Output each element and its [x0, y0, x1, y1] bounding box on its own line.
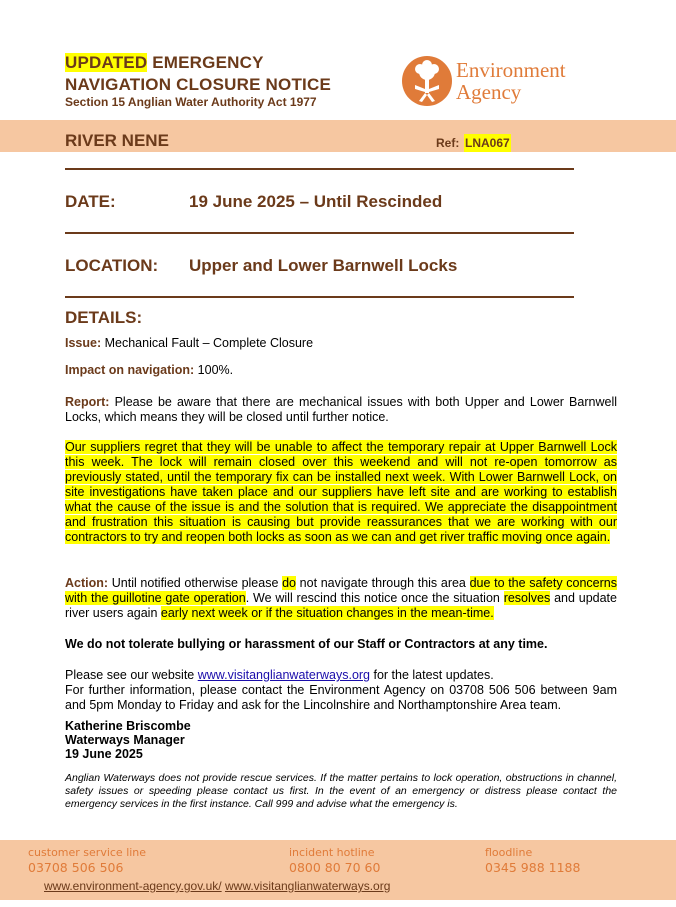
footer-link-visitanglianwaterways[interactable]: www.visitanglianwaterways.org: [224, 879, 391, 893]
incident-hotline-number: 0800 80 70 60: [289, 860, 381, 875]
issue-label: Issue:: [65, 336, 102, 350]
website-link[interactable]: www.visitanglianwaterways.org: [197, 668, 371, 682]
customer-service-number: 03708 506 506: [28, 860, 124, 875]
location-label: LOCATION:: [65, 256, 159, 275]
logo-wordmark: [456, 59, 566, 103]
footer-link-environment-agency[interactable]: www.environment-agency.gov.uk/: [44, 879, 222, 893]
signatory-name: Katherine Briscombe: [65, 719, 191, 733]
action-text-2: not navigate through this area: [296, 576, 470, 590]
date-value: 19 June 2025 – Until Rescinded: [189, 192, 443, 211]
incident-hotline-label: incident hotline: [289, 846, 375, 859]
impact-label: Impact on navigation:: [65, 363, 195, 377]
divider: [65, 168, 574, 170]
action-do: do: [282, 576, 296, 590]
signature-block: [65, 719, 617, 761]
date-label: DATE:: [65, 192, 116, 211]
action-highlight-3: early next week or if the situation changes in the mean-time.: [160, 606, 494, 620]
contact-text: For further information, please contact the Environment Agency on 03708 506 506 between 9am and 5pm Monday to Friday and ask for the Lincolnshire and Northamptonshire Area team.: [65, 683, 617, 712]
action-text-4: and update river users again: [65, 591, 617, 620]
action-highlight-1: due to the safety concerns with the guillotine gate operation: [65, 576, 617, 605]
ref-value: LNA067: [465, 136, 510, 150]
impact-line: [65, 363, 617, 378]
updated-tag: UPDATED: [65, 53, 148, 72]
location-value: Upper and Lower Barnwell Locks: [189, 256, 458, 275]
notice-subtitle: Section 15 Anglian Water Authority Act 1977: [65, 95, 317, 109]
action-label: Action:: [65, 576, 109, 590]
action-highlight-2: resolves: [503, 591, 551, 605]
environment-agency-logo-icon: [401, 55, 453, 107]
floodline-number: 0345 988 1188: [485, 860, 581, 875]
report-text: Please be aware that there are mechanical issues with both Upper and Lower Barnwell Locks, which means they will be closed until further notice.: [65, 395, 617, 424]
signatory-date: 19 June 2025: [65, 747, 143, 761]
website-paragraph: [65, 668, 617, 713]
tolerate-statement: We do not tolerate bullying or harassment of our Staff or Contractors at any time.: [65, 637, 548, 651]
details-heading: DETAILS:: [65, 308, 143, 327]
notice-title-line2: NAVIGATION CLOSURE NOTICE: [65, 75, 331, 94]
impact-value: 100%.: [194, 363, 234, 377]
action-text-3: . We will rescind this notice once the situation: [245, 591, 504, 605]
report-paragraph: [65, 395, 617, 425]
divider: [65, 232, 574, 234]
website-text-1: Please see our website: [65, 668, 198, 682]
suppliers-paragraph: [65, 440, 617, 545]
disclaimer: Anglian Waterways does not provide rescue services. If the matter pertains to lock operation, obstructions in channel, safety issues or speeding please contact us first. In the event of an emergency or distress please contact the emergency services in the first instance. Call 999 and advise what the emergency is.: [65, 772, 617, 810]
signatory-title: Waterways Manager: [65, 733, 185, 747]
logo-word-agency: Agency: [456, 80, 522, 104]
report-label: Report:: [65, 395, 110, 409]
action-text-1: Until notified otherwise please: [108, 576, 283, 590]
divider: [65, 296, 574, 298]
floodline-label: floodline: [485, 846, 533, 859]
notice-title-line1: [65, 53, 264, 73]
river-name: RIVER NENE: [65, 131, 169, 150]
suppliers-text: Our suppliers regret that they will be unable to affect the temporary repair at Upper Barnwell Lock this week. The lock will remain closed over this weekend and will not re-open tomorrow as previously stated, until the temporary fix can be installed next week. With Lower Barnwell Lock, on site investigations have taken place and our suppliers have left site and are working to establish what the cause of the issue is and the solution that is required. We appreciate the disappointment and frustration this situation is causing but provide reassurances that we are working with our contractors to try and reopen both locks as soon as we can and get river traffic moving once again.: [65, 440, 617, 544]
title-emergency: EMERGENCY: [147, 53, 264, 72]
logo-word-environment: Environment: [456, 58, 566, 82]
action-paragraph: [65, 576, 617, 621]
website-text-2: for the latest updates.: [370, 668, 494, 682]
customer-service-label: customer service line: [28, 846, 147, 859]
ref-label: Ref:: [436, 136, 460, 150]
footer-links: [44, 879, 390, 893]
issue-value: Mechanical Fault – Complete Closure: [101, 336, 314, 350]
issue-line: [65, 336, 617, 351]
